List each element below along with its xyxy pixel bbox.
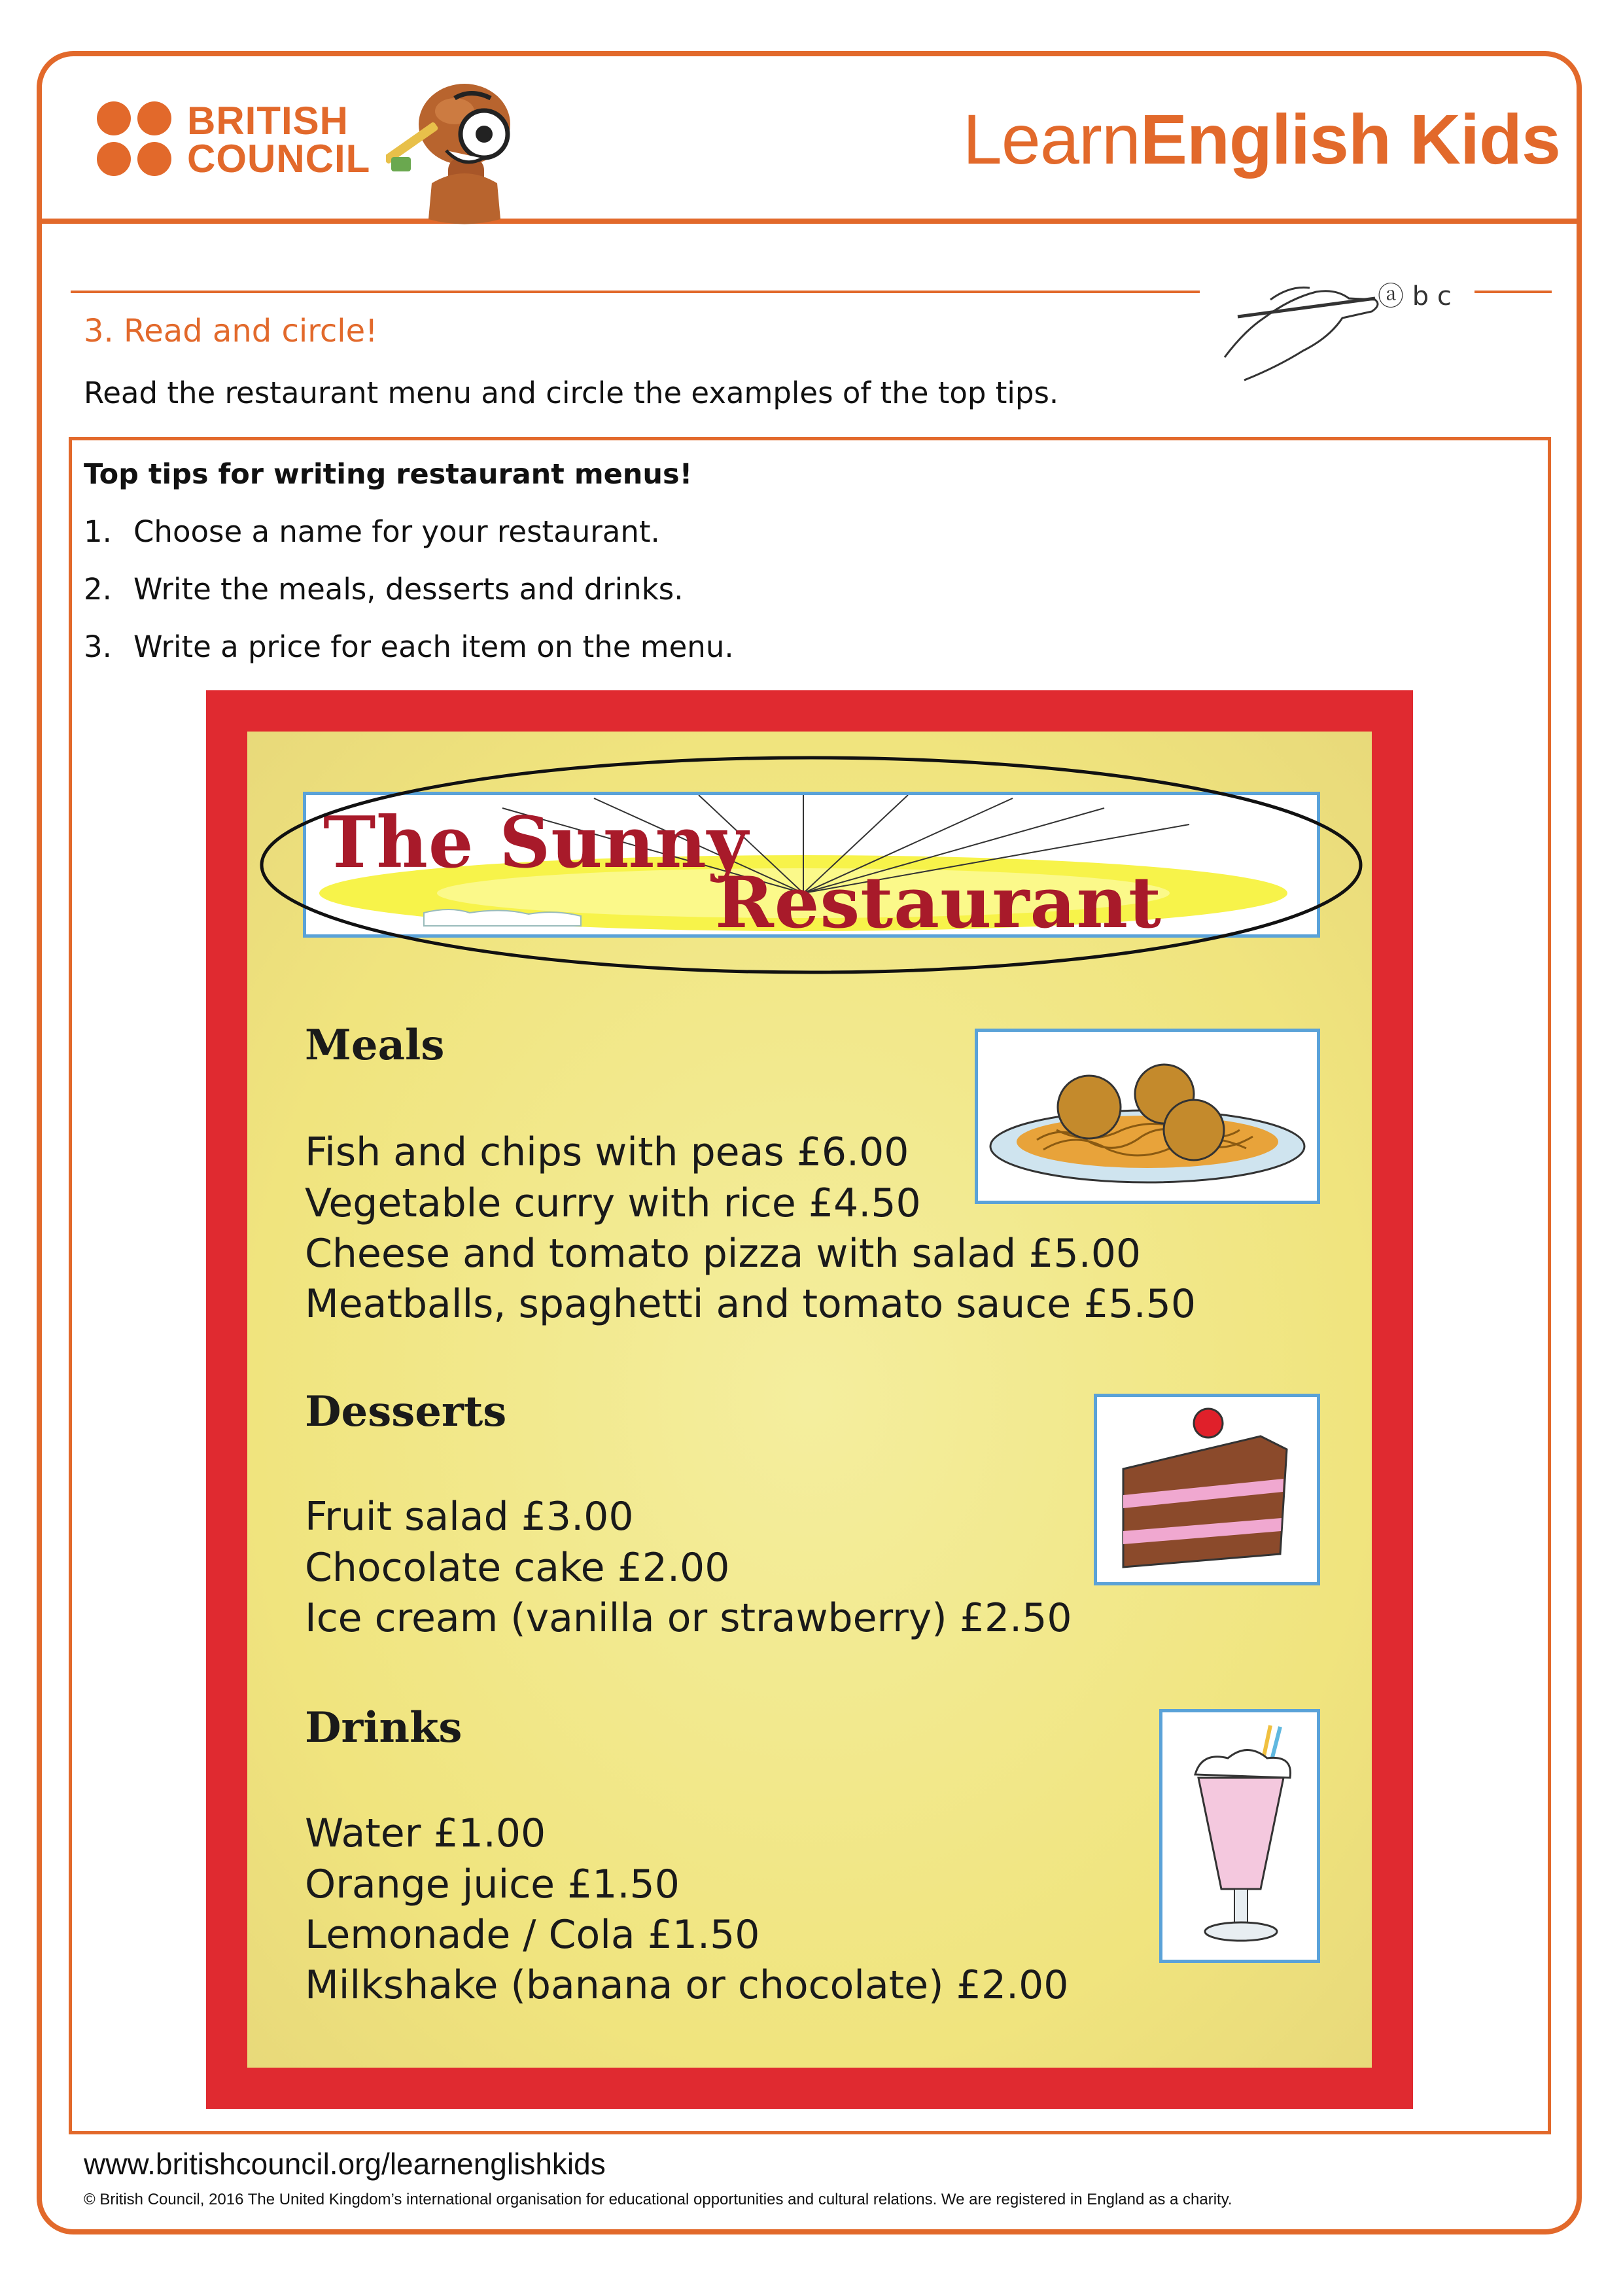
bc-logo-line1: BRITISH	[187, 99, 349, 143]
british-council-logo	[97, 101, 370, 179]
restaurant-name-line2: Restaurant	[715, 862, 1162, 938]
tip-number: 3.	[84, 629, 112, 664]
section-rule-right	[1475, 291, 1552, 293]
tip-number: 1.	[84, 514, 112, 549]
menu-item: Orange juice £1.50	[305, 1862, 680, 1907]
menu-item: Milkshake (banana or chocolate) £2.00	[305, 1962, 1069, 2008]
lek-logo-bold: English Kids	[1140, 99, 1560, 179]
task-instruction: Read the restaurant menu and circle the examples of the top tips.	[84, 376, 1059, 410]
mascot-icon	[386, 72, 543, 229]
footer-copyright: © British Council, 2016 The United Kingdom’s international organisation for educational opportunities and cultural relations. We are registered in England as a charity.	[84, 2191, 1232, 2208]
task-title: 3. Read and circle!	[84, 313, 378, 349]
footer-url[interactable]: www.britishcouncil.org/learnenglishkids	[84, 2147, 606, 2181]
restaurant-name-line1: The Sunny	[323, 802, 749, 884]
menu-item: Chocolate cake £2.00	[305, 1545, 730, 1591]
menu-item: Water £1.00	[305, 1810, 546, 1856]
learnenglish-kids-logo	[963, 98, 1560, 180]
menu-item: Fish and chips with peas £6.00	[305, 1129, 909, 1175]
tips-title: Top tips for writing restaurant menus!	[84, 458, 693, 491]
hand-letters: ⓐ b c	[1378, 281, 1452, 311]
section-rule-left	[71, 291, 1200, 293]
menu-item: Cheese and tomato pizza with salad £5.00	[305, 1231, 1142, 1277]
meals-heading: Meals	[305, 1021, 445, 1070]
hand-writing-icon	[1218, 259, 1473, 383]
tip-item	[84, 514, 660, 549]
menu-item: Meatballs, spaghetti and tomato sauce £5.50	[305, 1281, 1196, 1327]
tip-text: Write a price for each item on the menu.	[133, 629, 734, 664]
milkshake-image	[1159, 1709, 1320, 1963]
desserts-heading: Desserts	[305, 1387, 507, 1436]
menu-item: Ice cream (vanilla or strawberry) £2.50	[305, 1595, 1072, 1641]
menu-item: Vegetable curry with rice £4.50	[305, 1180, 921, 1226]
spaghetti-meatballs-image	[975, 1029, 1320, 1204]
tip-item	[84, 629, 734, 664]
tip-text: Choose a name for your restaurant.	[133, 514, 660, 549]
tip-item	[84, 572, 684, 607]
british-council-dots-icon	[97, 101, 174, 179]
tip-text: Write the meals, desserts and drinks.	[133, 572, 684, 607]
header-divider	[39, 219, 1579, 224]
bc-logo-line2: COUNCIL	[187, 137, 371, 181]
lek-logo-light: Learn	[962, 99, 1140, 179]
tip-number: 2.	[84, 572, 112, 607]
circle-annotation	[258, 754, 1364, 976]
menu-item: Fruit salad £3.00	[305, 1494, 634, 1540]
drinks-heading: Drinks	[305, 1703, 462, 1752]
menu-item: Lemonade / Cola £1.50	[305, 1912, 760, 1958]
chocolate-cake-image	[1094, 1394, 1320, 1585]
